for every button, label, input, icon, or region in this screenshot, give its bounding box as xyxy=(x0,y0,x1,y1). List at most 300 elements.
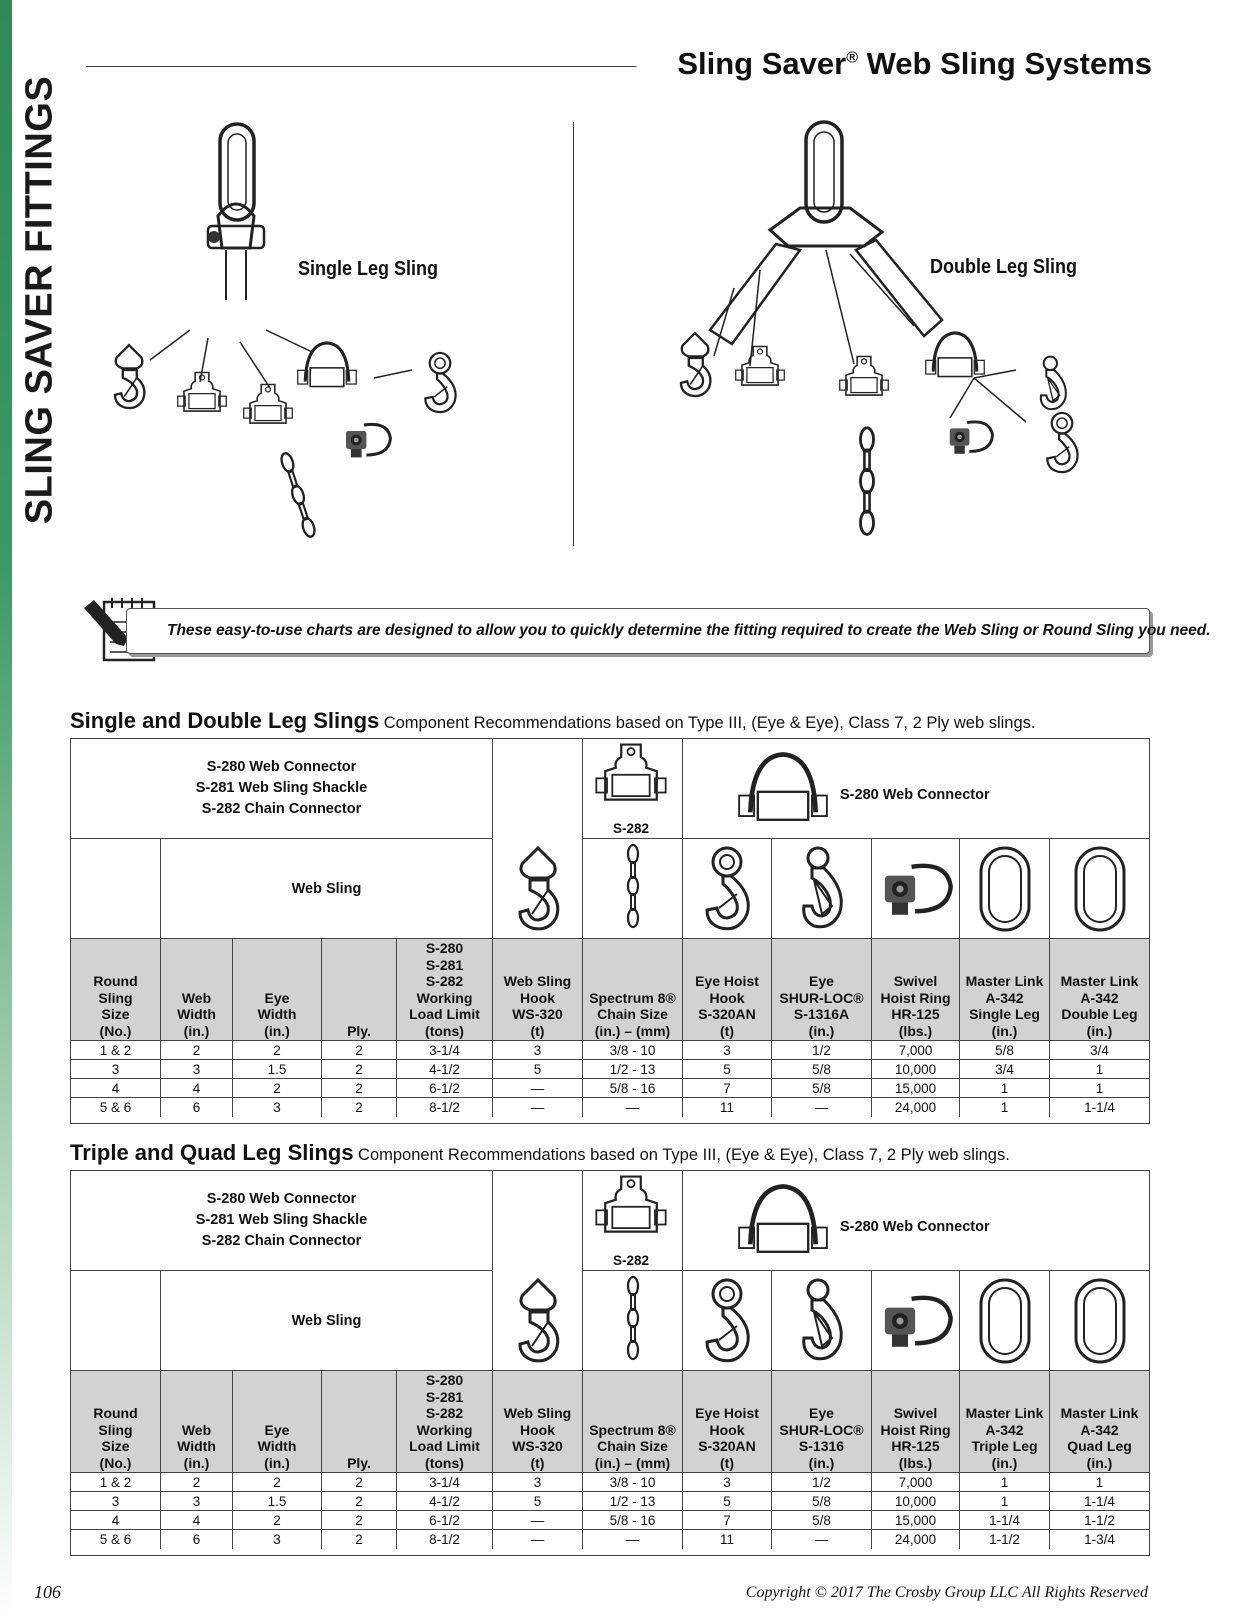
column-header-line: Eye Hoist xyxy=(695,973,759,989)
table-cell: 2 xyxy=(322,1530,397,1549)
table-cell: 1-3/4 xyxy=(1084,1532,1115,1547)
column-header xyxy=(1050,939,1149,1041)
column-header xyxy=(161,1371,233,1473)
column-header-text xyxy=(258,990,297,1040)
s280-label: S-280 Web Connector xyxy=(840,787,990,803)
column-header-line: S-320AN xyxy=(698,1006,756,1022)
table-cell: 6 xyxy=(161,1530,233,1549)
table-cell: 3 xyxy=(71,1060,161,1079)
column-header xyxy=(583,939,683,1041)
column-header-line: (in.) – (mm) xyxy=(594,1454,671,1471)
column-header-line: (lbs.) xyxy=(898,1454,933,1471)
column-header-line: A-342 xyxy=(985,1421,1024,1438)
side-color-bar xyxy=(0,0,12,1624)
column-header xyxy=(322,939,397,1041)
column-header xyxy=(322,1371,397,1473)
table-cell: 6-1/2 xyxy=(397,1511,493,1530)
s280-label: S-280 Web Connector xyxy=(840,1219,990,1235)
table-cell: 3/4 xyxy=(1050,1041,1149,1060)
column-header-line: S-281 xyxy=(425,1388,464,1405)
web-sling-blank-cell xyxy=(71,839,161,939)
column-header-line: Hook xyxy=(519,1421,555,1438)
web-sling-hook-icon xyxy=(508,844,568,934)
column-header-line: Eye Hoist xyxy=(695,1405,759,1421)
column-header-text xyxy=(93,973,137,1039)
table-cell: 3 xyxy=(493,1041,583,1060)
table-cell: 7,000 xyxy=(872,1473,960,1492)
column-header xyxy=(583,1371,683,1473)
note-callout xyxy=(126,608,1211,654)
column-header-text xyxy=(504,1405,571,1471)
column-header-line: Hook xyxy=(709,989,745,1006)
header-component-name: S-281 Web Sling Shackle xyxy=(195,780,368,796)
column-header-line: Round xyxy=(93,1405,138,1421)
swivel-hoist-ring-icon xyxy=(876,857,956,921)
column-header-text xyxy=(881,1405,951,1471)
column-header-line: (in.) xyxy=(1086,1454,1113,1471)
table-cell: — xyxy=(493,1079,583,1098)
header-s282-cell xyxy=(583,1171,683,1271)
table-single-double-leg xyxy=(70,738,1150,1124)
column-header-text xyxy=(93,1405,137,1471)
table-cell: 1/2 - 13 xyxy=(583,1492,683,1511)
header-component-name: S-281 Web Sling Shackle xyxy=(195,1212,368,1228)
table-cell: 1-1/4 xyxy=(1084,1100,1115,1115)
column-header-line: Ply. xyxy=(347,1454,371,1471)
column-header xyxy=(772,1371,872,1473)
fitting-image-cell xyxy=(583,839,683,939)
table-cell: 5/8 xyxy=(772,1511,872,1530)
column-header-text xyxy=(779,973,863,1039)
header-component-list xyxy=(71,739,493,839)
column-header-text xyxy=(504,973,571,1039)
column-header-line: S-280 xyxy=(425,1372,464,1388)
table-cell: 6-1/2 xyxy=(397,1079,493,1098)
column-header-line: (in.) xyxy=(808,1022,835,1039)
column-header-text xyxy=(966,1405,1044,1471)
master-link-icon xyxy=(975,1276,1035,1366)
table-cell: 15,000 xyxy=(872,1079,960,1098)
table-cell: 3 xyxy=(71,1492,161,1511)
table-cell: 3-1/4 xyxy=(397,1473,493,1492)
column-header-line: (t) xyxy=(530,1454,545,1471)
column-header xyxy=(1050,1371,1149,1473)
column-header-line: (t) xyxy=(720,1022,734,1039)
page-number: 106 xyxy=(34,1582,61,1602)
table-cell: 1 xyxy=(960,1098,1050,1117)
table-cell: 1 xyxy=(960,1492,1050,1511)
header-s280-cell xyxy=(683,739,1149,839)
table-cell: 3-1/4 xyxy=(397,1041,493,1060)
column-header-line: WS-320 xyxy=(512,1438,563,1454)
fitting-image-cell xyxy=(493,839,583,939)
table-cell: 5/8 - 16 xyxy=(583,1511,683,1530)
table-cell: 5 xyxy=(683,1060,772,1079)
column-header-text xyxy=(347,1023,371,1040)
column-header-line: Working xyxy=(416,1421,473,1438)
table-cell: 2 xyxy=(233,1079,322,1098)
fitting-image-cell xyxy=(1050,1271,1149,1371)
s282-chain-connector-icon xyxy=(591,1173,671,1253)
column-header-line: Eye xyxy=(809,1405,834,1421)
header-component-name: S-282 Chain Connector xyxy=(201,1233,362,1249)
table-cell: 2 xyxy=(322,1098,397,1117)
fitting-image-cell xyxy=(872,1271,960,1371)
column-header xyxy=(493,939,583,1041)
column-header-line: HR-125 xyxy=(891,1438,940,1454)
column-header xyxy=(233,1371,322,1473)
table-cell: 5 xyxy=(683,1492,772,1511)
table-cell: 4-1/2 xyxy=(397,1492,493,1511)
table-cell: 5/8 xyxy=(772,1079,872,1098)
table-cell: 4 xyxy=(161,1079,233,1098)
table-cell: 4 xyxy=(71,1511,161,1530)
s282-chain-connector-icon xyxy=(591,741,671,821)
column-header xyxy=(960,1371,1050,1473)
column-header-line: Web xyxy=(181,989,212,1006)
column-header-line: Quad Leg xyxy=(1067,1438,1132,1454)
column-header-text xyxy=(177,990,216,1040)
fitting-image-cell xyxy=(583,1271,683,1371)
table-cell: 1 xyxy=(1050,1079,1149,1098)
column-header-line: Load Limit xyxy=(409,1006,480,1022)
column-header-line: S-282 xyxy=(425,1405,464,1421)
header-blank-cell xyxy=(493,1171,583,1271)
table-cell: 3 xyxy=(233,1530,322,1549)
column-header-line: Width xyxy=(257,1006,297,1022)
column-header xyxy=(71,939,161,1041)
table-cell: 1 xyxy=(960,1079,1050,1098)
section-title-single-double: Single and Double Leg Slings Component Recommendations based on Type III, (Eye & Eye), Class 7, 2 Ply web slings. xyxy=(70,708,1036,733)
table-cell: 3/8 - 10 xyxy=(583,1041,683,1060)
column-header-line: S-282 xyxy=(425,973,464,989)
table-cell: — xyxy=(772,1098,872,1117)
table-cell: — xyxy=(583,1530,683,1549)
column-header-line: Master Link xyxy=(965,973,1044,989)
column-header-line: (in.) xyxy=(183,1022,210,1039)
column-header-text xyxy=(409,940,480,1039)
table-cell: 1/2 xyxy=(772,1473,872,1492)
table-cell: 1-1/2 xyxy=(960,1530,1050,1549)
column-header-line: Hook xyxy=(709,1421,745,1438)
web-sling-hook-icon xyxy=(508,1276,568,1366)
table-cell: — xyxy=(772,1530,872,1549)
table-cell: 6 xyxy=(161,1098,233,1117)
column-header-line: (in.) xyxy=(991,1454,1018,1471)
header-blank-cell xyxy=(493,739,583,839)
column-header-line: Sling xyxy=(98,989,133,1006)
table-cell: 2 xyxy=(233,1511,322,1530)
column-header-text xyxy=(258,1422,297,1472)
column-header-line: A-342 xyxy=(1080,989,1119,1006)
master-link-icon xyxy=(1070,844,1130,934)
s282-label: S-282 xyxy=(613,1253,650,1268)
table-cell: 2 xyxy=(322,1492,397,1511)
table-cell: — xyxy=(583,1098,683,1117)
column-header-text xyxy=(589,990,676,1040)
table-cell: 1 & 2 xyxy=(71,1473,161,1492)
table-cell: 3 xyxy=(161,1492,233,1511)
table-cell: 2 xyxy=(322,1060,397,1079)
column-header-line: S-1316A xyxy=(793,1006,850,1022)
header-component-list xyxy=(71,1171,493,1271)
column-header-line: (in.) xyxy=(183,1454,210,1471)
table-cell: 24,000 xyxy=(872,1530,960,1549)
column-header-line: Master Link xyxy=(965,1405,1044,1421)
fitting-image-cell xyxy=(772,839,872,939)
table-cell: 5/8 xyxy=(960,1041,1050,1060)
table-cell: 1/2 xyxy=(772,1041,872,1060)
eye-hoist-hook-icon xyxy=(697,844,757,934)
fitting-image-cell xyxy=(960,839,1050,939)
column-header-text xyxy=(695,1405,759,1471)
column-header-line: Spectrum 8® xyxy=(589,989,676,1006)
fitting-image-cell xyxy=(1050,839,1149,939)
table-cell: 11 xyxy=(683,1098,772,1117)
copyright: Copyright © 2017 The Crosby Group LLC All Rights Reserved xyxy=(745,1584,1148,1601)
header-s282-cell xyxy=(583,739,683,839)
table-cell: 3 xyxy=(161,1060,233,1079)
table-cell: 3 xyxy=(683,1041,772,1060)
column-header-line: A-342 xyxy=(985,989,1024,1006)
table-cell: 4 xyxy=(161,1511,233,1530)
column-header-text xyxy=(1061,1405,1139,1471)
column-header-line: (No.) xyxy=(99,1022,132,1039)
column-header-line: Hoist Ring xyxy=(880,989,951,1006)
table-cell: 1 xyxy=(960,1473,1050,1492)
table-cell: 2 xyxy=(322,1473,397,1492)
table-cell: — xyxy=(493,1511,583,1530)
table-cell: 7,000 xyxy=(872,1041,960,1060)
s280-web-connector-icon xyxy=(731,1179,835,1263)
table-cell: 1 xyxy=(1050,1060,1149,1079)
column-header-line: S-281 xyxy=(425,956,464,973)
column-header xyxy=(872,1371,960,1473)
column-header-line: Width xyxy=(177,1006,216,1022)
master-link-icon xyxy=(975,844,1035,934)
table-cell: 1.5 xyxy=(233,1492,322,1511)
column-header-line: Round xyxy=(93,973,138,989)
fitting-image-cell xyxy=(493,1271,583,1371)
column-header xyxy=(161,939,233,1041)
page-title: Sling Saver® Web Sling Systems xyxy=(677,46,1152,81)
column-header-line: S-1316 xyxy=(798,1438,845,1454)
column-header xyxy=(960,939,1050,1041)
s282-label: S-282 xyxy=(613,821,650,836)
header-component-name: S-280 Web Connector xyxy=(206,759,357,775)
table-cell: 2 xyxy=(233,1473,322,1492)
column-header-line: (lbs.) xyxy=(898,1022,933,1039)
table-cell: 1.5 xyxy=(233,1060,322,1079)
table-cell: 4-1/2 xyxy=(397,1060,493,1079)
chain-icon xyxy=(621,844,645,934)
column-header-line: Web xyxy=(181,1421,212,1438)
column-header-line: SHUR-LOC® xyxy=(779,989,864,1006)
illustration-divider xyxy=(573,122,574,546)
table-cell: 1 & 2 xyxy=(71,1041,161,1060)
column-header-line: Master Link xyxy=(1060,1405,1139,1421)
column-header-line: S-320AN xyxy=(698,1438,756,1454)
table-cell: 3 xyxy=(493,1473,583,1492)
column-header-line: Double Leg xyxy=(1061,1006,1138,1022)
table-cell: 24,000 xyxy=(872,1098,960,1117)
table-cell: 5 & 6 xyxy=(71,1530,161,1549)
column-header-text xyxy=(177,1422,216,1472)
table-cell: 3/4 xyxy=(960,1060,1050,1079)
table-cell: — xyxy=(493,1530,583,1549)
column-header xyxy=(397,1371,493,1473)
single-leg-sling-label: Single Leg Sling xyxy=(298,258,439,280)
column-header-line: Chain Size xyxy=(597,1438,668,1454)
column-header xyxy=(233,939,322,1041)
column-header-line: Sling xyxy=(98,1421,133,1438)
top-rule xyxy=(86,66,636,67)
table-cell: 10,000 xyxy=(872,1060,960,1079)
column-header-line: Triple Leg xyxy=(971,1438,1038,1454)
fitting-image-cell xyxy=(960,1271,1050,1371)
column-header-line: Working xyxy=(416,989,473,1006)
table-cell: 1-1/2 xyxy=(1050,1511,1149,1530)
table-cell: 7 xyxy=(683,1079,772,1098)
fitting-image-cell xyxy=(683,839,772,939)
column-header xyxy=(772,939,872,1041)
column-header-line: SHUR-LOC® xyxy=(779,1421,864,1438)
column-header-text xyxy=(347,1455,371,1472)
column-header-line: Eye xyxy=(264,989,290,1006)
column-header-text xyxy=(881,973,951,1039)
column-header-line: Load Limit xyxy=(409,1438,480,1454)
column-header-line: Hook xyxy=(519,989,555,1006)
column-header-line: (in.) xyxy=(264,1454,290,1471)
table-cell: 15,000 xyxy=(872,1511,960,1530)
column-header-line: Size xyxy=(101,1438,130,1454)
column-header-line: Swivel xyxy=(893,973,938,989)
column-header-line: Eye xyxy=(264,1421,290,1438)
column-header-line: (in.) xyxy=(808,1454,835,1471)
table-cell: 5/8 - 16 xyxy=(583,1079,683,1098)
table-cell: 2 xyxy=(322,1041,397,1060)
column-header xyxy=(872,939,960,1041)
column-header-line: (in.) – (mm) xyxy=(594,1022,671,1039)
column-header-line: Swivel xyxy=(893,1405,938,1421)
swivel-hoist-ring-icon xyxy=(876,1289,956,1353)
table-cell: 1 xyxy=(1050,1473,1149,1492)
header-s280-cell xyxy=(683,1171,1149,1271)
column-header-text xyxy=(1061,973,1139,1039)
table-cell: 3 xyxy=(233,1098,322,1117)
column-header-line: (tons) xyxy=(425,1454,464,1471)
table-cell: 2 xyxy=(233,1041,322,1060)
table-cell: 1/2 - 13 xyxy=(583,1060,683,1079)
header-component-name: S-282 Chain Connector xyxy=(201,801,362,817)
shur-loc-hook-icon xyxy=(792,844,852,934)
column-header-line: (t) xyxy=(720,1454,734,1471)
master-link-icon xyxy=(1070,1276,1130,1366)
web-sling-label: Web Sling xyxy=(161,839,493,939)
column-header-line: Size xyxy=(101,1006,130,1022)
table-cell: 8-1/2 xyxy=(397,1530,493,1549)
table-cell: 8-1/2 xyxy=(397,1098,493,1117)
table-triple-quad-leg xyxy=(70,1170,1150,1556)
column-header-line: S-280 xyxy=(425,940,464,956)
table-cell: 5 xyxy=(493,1060,583,1079)
column-header-line: Ply. xyxy=(347,1022,371,1039)
table-cell: 2 xyxy=(161,1473,233,1492)
column-header-line: (tons) xyxy=(425,1022,464,1039)
column-header-line: (in.) xyxy=(1086,1022,1113,1039)
column-header-line: Web Sling xyxy=(503,973,572,989)
table-cell: 1-1/4 xyxy=(960,1511,1050,1530)
column-header-text xyxy=(589,1422,676,1472)
column-header-line: Eye xyxy=(809,973,834,989)
column-header-line: (in.) xyxy=(991,1022,1018,1039)
table-cell: 4 xyxy=(71,1079,161,1098)
web-sling-label: Web Sling xyxy=(161,1271,493,1371)
double-leg-sling-illustration xyxy=(650,120,1140,560)
column-header-line: (No.) xyxy=(99,1454,132,1471)
table-cell: 10,000 xyxy=(872,1492,960,1511)
column-header-text xyxy=(695,973,759,1039)
table-cell: 11 xyxy=(683,1530,772,1549)
column-header xyxy=(71,1371,161,1473)
column-header-line: Single Leg xyxy=(969,1006,1040,1022)
table-cell: 7 xyxy=(683,1511,772,1530)
column-header-line: WS-320 xyxy=(512,1006,563,1022)
column-header xyxy=(397,939,493,1041)
column-header-line: Width xyxy=(177,1438,216,1454)
table-cell: 3 xyxy=(683,1473,772,1492)
section-title-triple-quad: Triple and Quad Leg Slings Component Recommendations based on Type III, (Eye & Eye), Class 7, 2 Ply web slings. xyxy=(70,1140,1010,1165)
column-header-line: (t) xyxy=(530,1022,545,1039)
column-header-line: Master Link xyxy=(1060,973,1139,989)
column-header-line: Spectrum 8® xyxy=(589,1421,676,1438)
column-header-line: Chain Size xyxy=(597,1006,668,1022)
column-header-line: A-342 xyxy=(1080,1421,1119,1438)
fitting-image-cell xyxy=(772,1271,872,1371)
table-cell: 2 xyxy=(161,1041,233,1060)
fitting-image-cell xyxy=(683,1271,772,1371)
table-cell: 5 & 6 xyxy=(71,1098,161,1117)
column-header-text xyxy=(966,973,1044,1039)
web-sling-blank-cell xyxy=(71,1271,161,1371)
column-header-line: Width xyxy=(257,1438,297,1454)
column-header-line: HR-125 xyxy=(891,1006,940,1022)
double-leg-sling-label: Double Leg Sling xyxy=(930,256,1078,278)
s280-web-connector-icon xyxy=(731,747,835,831)
header-component-name: S-280 Web Connector xyxy=(206,1191,357,1207)
single-leg-sling-illustration xyxy=(90,120,510,550)
table-cell: 5/8 xyxy=(772,1492,872,1511)
table-cell: 2 xyxy=(322,1079,397,1098)
column-header-text xyxy=(409,1372,480,1471)
column-header xyxy=(683,1371,772,1473)
note-text: These easy-to-use charts are designed to allow you to quickly determine the fitting required to create the Web Sling or Round Sling you need. xyxy=(167,622,1211,639)
table-cell: 2 xyxy=(322,1511,397,1530)
table-cell: 1-1/4 xyxy=(1050,1492,1149,1511)
column-header xyxy=(683,939,772,1041)
column-header-line: Web Sling xyxy=(503,1405,572,1421)
table-cell: 5 xyxy=(493,1492,583,1511)
column-header-line: Hoist Ring xyxy=(880,1421,951,1438)
side-section-title: SLING SAVER FITTINGS xyxy=(18,75,61,525)
eye-hoist-hook-icon xyxy=(697,1276,757,1366)
table-cell: — xyxy=(493,1098,583,1117)
fitting-image-cell xyxy=(872,839,960,939)
table-cell: 5/8 xyxy=(772,1060,872,1079)
chain-icon xyxy=(621,1276,645,1366)
table-cell: 3/8 - 10 xyxy=(583,1473,683,1492)
column-header-line: (in.) xyxy=(264,1022,290,1039)
